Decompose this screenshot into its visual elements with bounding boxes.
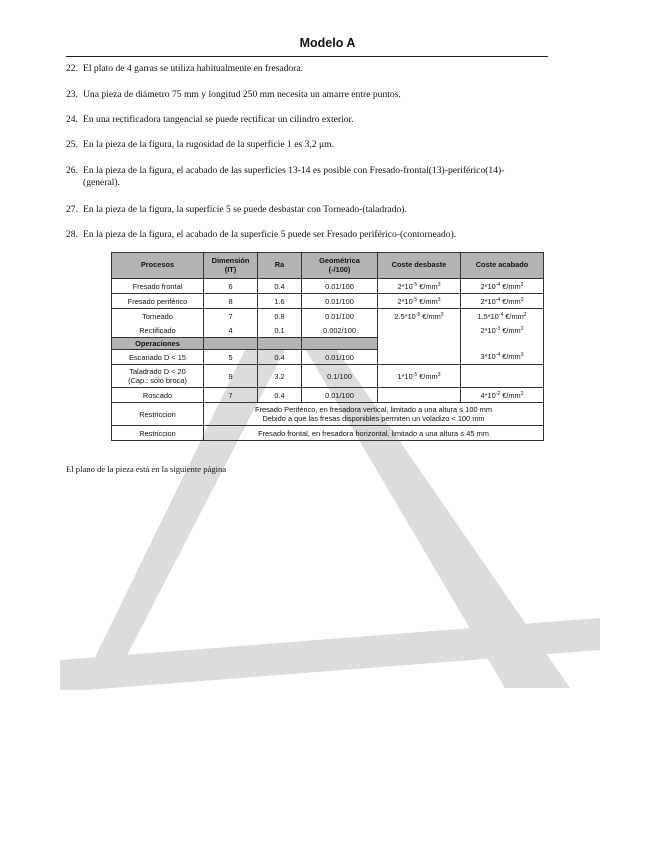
question-24: 24. En una rectificadora tangencial se puede rectificar un cilindro exterior.: [66, 114, 354, 125]
header-dimension: Dimensión (IT): [204, 253, 258, 279]
cost-cell: $1.5*10^{-4}$ $€/mm^2$: [461, 309, 544, 324]
header-procesos: Procesos: [112, 253, 204, 279]
table-header-row: [112, 253, 544, 279]
process-cost-table: [111, 252, 544, 441]
header-geometrica: Geométrica (-/100): [302, 253, 378, 279]
cost-cell: $2*10^{-5}$ $€/mm^3$: [378, 279, 461, 294]
table-row: Rectificado 4 0.1 0.002/100 $2*10^{-3}$ $€/mm^2$: [112, 323, 544, 338]
header-coste-acabado: Coste acabado: [461, 253, 544, 279]
footer-note: El plano de la pieza está en la siguiente página: [66, 464, 227, 474]
question-27: 27. En la pieza de la figura, la superficie 5 se puede desbastar con Torneado-(taladrado).: [66, 204, 407, 215]
header-rule: [66, 56, 548, 57]
cost-cell: $2*10^{-4}$ $€/mm^2$: [461, 279, 544, 294]
cost-cell: $2.5*10^{-5}$ $€/mm^3$: [378, 309, 461, 324]
question-26: 26. En la pieza de la figura, el acabado de las superficies 13-14 es posible con Fresado-frontal(13)-periférico(14)- (general).: [66, 165, 505, 188]
header-coste-desbaste: Coste desbaste: [378, 253, 461, 279]
page-title: Modelo A: [299, 36, 356, 50]
table-section-row: [112, 338, 544, 350]
question-25: 25. En la pieza de la figura, la rugosidad de la superficie 1 es 3,2 μm.: [66, 139, 335, 150]
cost-cell: $2*10^{-5}$ $€/mm^3$: [378, 294, 461, 309]
table-row: Roscado 7 0.4 0.01/100 $4*10^{-2}$ $€/mm^2$: [112, 388, 544, 403]
question-23: 23. Una pieza de diámetro 75 mm y longitud 250 mm necesita un amarre entre puntos.: [66, 89, 401, 100]
restriction-text: Fresado Periférico, en fresadora vertical, limitado a una altura ≤ 100 mm Debido a que las fresas disponibles permiten un voladizo < 100 mm: [204, 403, 544, 426]
table-row: Taladrado D < 20 (Cap.: sólo broca) 9 3.2 0.1/100 $1*10^{-5}$ $€/mm^3$: [112, 365, 544, 388]
table-row: Restriccion Fresado Periférico, en fresadora vertical, limitado a una altura ≤ 100 mm Debido a que las fresas disponibles permiten un voladizo < 100 mm: [112, 403, 544, 426]
restriction-text: Fresado frontal, en fresadora horizontal, limitado a una altura ≤ 45 mm: [204, 426, 544, 441]
cost-cell: $1*10^{-5}$ $€/mm^3$: [378, 365, 461, 388]
header-ra: Ra: [258, 253, 302, 279]
table-row: Fresado periférico 8 1.6 0.01/100 $2*10^{-5}$ $€/mm^3$ $2*10^{-4}$ $€/mm^2$: [112, 294, 544, 309]
cost-cell: $2*10^{-4}$ $€/mm^2$: [461, 294, 544, 309]
question-28: 28. En la pieza de la figura, el acabado de la superficie 5 puede ser Fresado periférico-(contorneado).: [66, 229, 457, 240]
table-row: Restriccion Fresado frontal, en fresadora horizontal, limitado a una altura ≤ 45 mm: [112, 426, 544, 441]
table-row: Fresado frontal 6 0.4 0.01/100 $2*10^{-5}$ $€/mm^3$ $2*10^{-4}$ $€/mm^2$: [112, 279, 544, 294]
table-row: Escariado D < 15 5 0.4 0.01/100 $3*10^{-4}$ $€/mm^3$: [112, 350, 544, 365]
cost-cell: $4*10^{-2}$ $€/mm^2$: [461, 388, 544, 403]
cost-cell: $2*10^{-3}$ $€/mm^2$: [461, 323, 544, 338]
section-operaciones: Operaciones: [112, 338, 204, 350]
cost-cell: $3*10^{-4}$ $€/mm^3$: [461, 350, 544, 365]
table-row: Torneado 7 0.8 0.01/100 $2.5*10^{-5}$ $€/mm^3$ $1.5*10^{-4}$ $€/mm^2$: [112, 309, 544, 324]
question-22: 22. El plato de 4 garras se utiliza habitualmente en fresadora.: [66, 63, 304, 74]
